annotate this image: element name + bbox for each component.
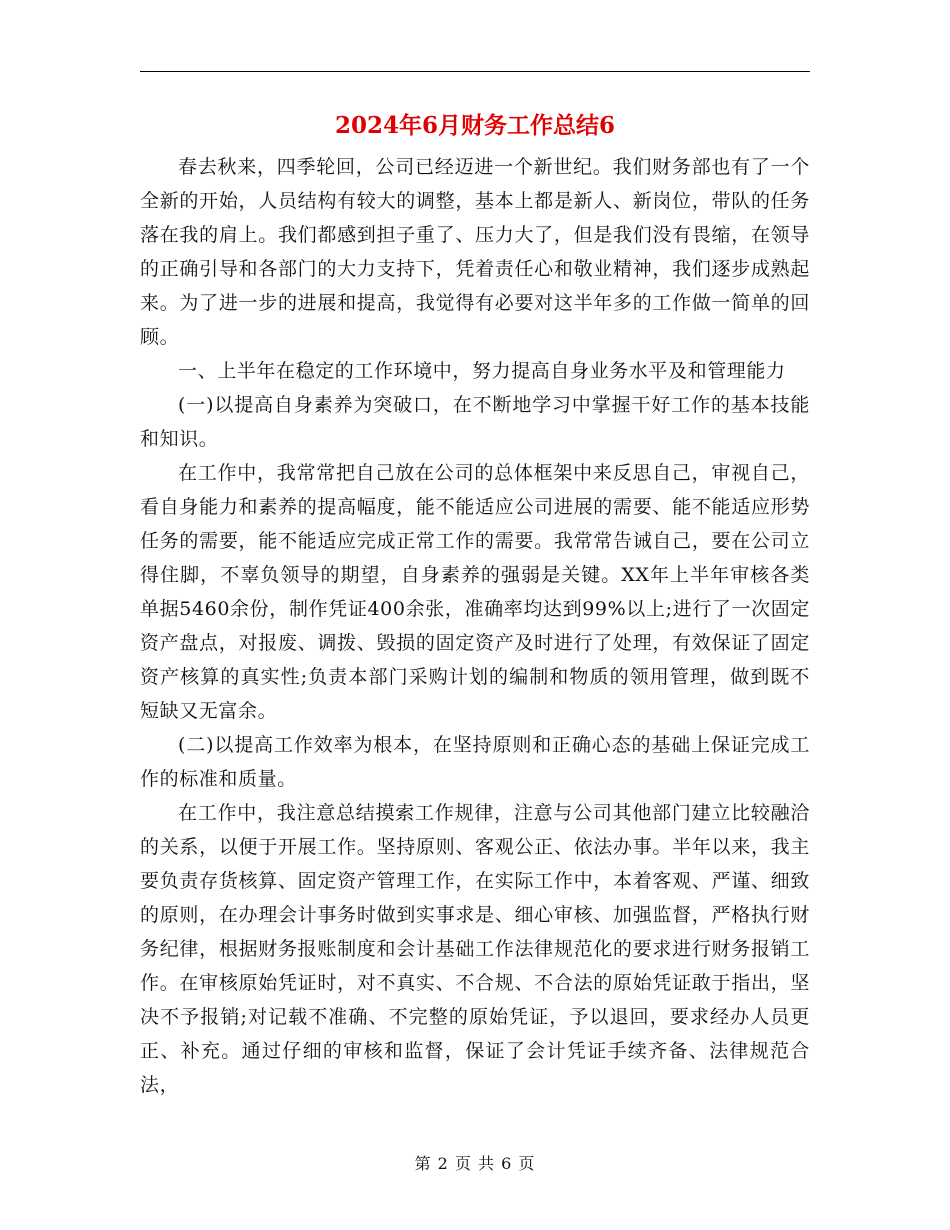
page-number-footer: 第 2 页 共 6 页 xyxy=(414,1154,536,1173)
paragraph-intro: 春去秋来，四季轮回，公司已经迈进一个新世纪。我们财务部也有了一个全新的开始，人员结构有较大的调整，基本上都是新人、新岗位，带队的任务落在我的肩上。我们都感到担子重了、压力大了，但是我们没有畏缩，在领导的正确引导和各部门的大力支持下，凭着责任心和敬业精神，我们逐步成熟起来。为了进一步的进展和提高，我觉得有必要对这半年多的工作做一简单的回顾。 xyxy=(140,156,810,348)
header-rule xyxy=(140,71,810,72)
paragraph-body-1: 在工作中，我常常把自己放在公司的总体框架中来反思自己，审视自己，看自身能力和素养的提高幅度，能不能适应公司进展的需要、能不能适应形势任务的需要，能不能适应完成正常工作的需要。我常常告诫自己，要在公司立得住脚，不辜负领导的期望，自身素养的强弱是关键。XX年上半年审核各类单据5460余份，制作凭证400余张，准确率均达到99%以上;进行了一次固定资产盘点，对报废、调拨、毁损的固定资产及时进行了处理，有效保证了固定资产核算的真实性;负责本部门采购计划的编制和物质的领用管理，做到既不短缺又无富余。 xyxy=(140,462,810,722)
paragraph-body-2: 在工作中，我注意总结摸索工作规律，注意与公司其他部门建立比较融洽的关系，以便于开展工作。坚持原则、客观公正、依法办事。半年以来，我主要负责存货核算、固定资产管理工作，在实际工作中，本着客观、严谨、细致的原则，在办理会计事务时做到实事求是、细心审核、加强监督，严格执行财务纪律，根据财务报账制度和会计基础工作法律规范化的要求进行财务报销工作。在审核原始凭证时，对不真实、不合规、不合法的原始凭证敢于指出，坚决不予报销;对记载不准确、不完整的原始凭证，予以退回，要求经办人员更正、补充。通过仔细的审核和监督，保证了会计凭证手续齐备、法律规范合法， xyxy=(140,802,810,1096)
paragraph-subheading-1: (一)以提高自身素养为突破口，在不断地学习中掌握干好工作的基本技能和知识。 xyxy=(140,394,810,450)
document-body xyxy=(140,150,810,1102)
document-title: 2024年6月财务工作总结6 xyxy=(334,112,616,139)
paragraph-subheading-2: (二)以提高工作效率为根本，在坚持原则和正确心态的基础上保证完成工作的标准和质量。 xyxy=(140,734,810,790)
paragraph-section-heading: 一、上半年在稳定的工作环境中，努力提高自身业务水平及和管理能力 xyxy=(178,360,786,382)
